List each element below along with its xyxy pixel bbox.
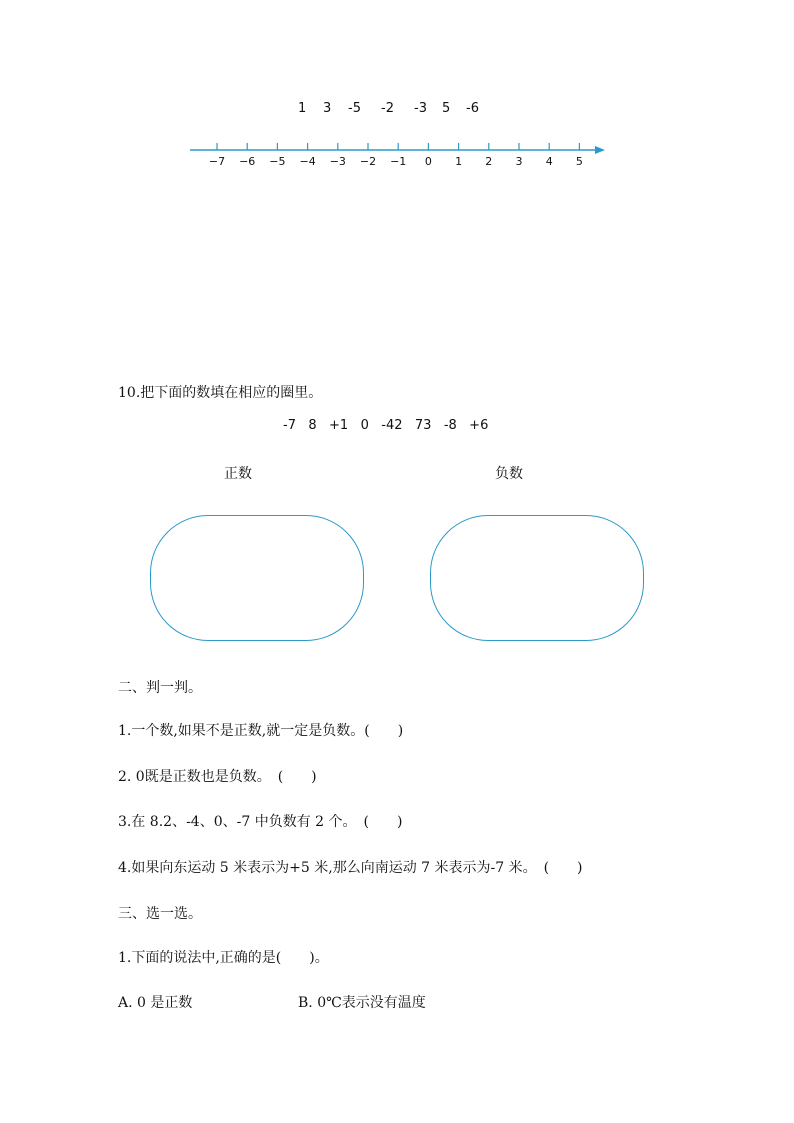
- tick-label: 5: [575, 155, 583, 168]
- q10-title: 10.把下面的数填在相应的圈里。: [118, 385, 323, 401]
- section2-heading: 二、判一判。: [118, 680, 202, 696]
- given-number: -2: [381, 101, 394, 116]
- tick-label: −5: [269, 155, 286, 168]
- q10-numbers: -7 8 +1 0 -42 73 -8 +6: [283, 418, 489, 433]
- tick-label: 2: [485, 155, 493, 168]
- negative-circle[interactable]: [430, 515, 644, 641]
- number-line: [185, 130, 615, 175]
- positive-circle[interactable]: [150, 515, 364, 641]
- option-a[interactable]: A. 0 是正数: [118, 995, 193, 1011]
- choice-question: 1.下面的说法中,正确的是( )。: [118, 950, 329, 966]
- judge-item: 4.如果向东运动 5 米表示为+5 米,那么向南运动 7 米表示为-7 米。 ( ): [118, 860, 583, 876]
- tick-label: −6: [239, 155, 256, 168]
- option-b[interactable]: B. 0℃表示没有温度: [298, 995, 426, 1011]
- tick-label: −4: [299, 155, 316, 168]
- tick-label: 4: [545, 155, 553, 168]
- judge-item: 3.在 8.2、-4、0、-7 中负数有 2 个。 ( ): [118, 814, 403, 830]
- tick-label: −1: [390, 155, 407, 168]
- given-numbers: [298, 101, 479, 116]
- negative-label: 负数: [495, 466, 523, 482]
- judge-item: 2. 0既是正数也是负数。 ( ): [118, 769, 317, 785]
- given-number: -6: [466, 101, 479, 116]
- judge-item: 1.一个数,如果不是正数,就一定是负数。( ): [118, 723, 404, 739]
- tick-label: 3: [515, 155, 523, 168]
- given-number: -3: [414, 101, 427, 116]
- tick-label: 1: [455, 155, 463, 168]
- tick-label: −7: [208, 155, 226, 168]
- number-line-arrow: [595, 146, 605, 154]
- positive-label: 正数: [224, 466, 252, 482]
- given-number: -5: [348, 101, 361, 116]
- tick-label: 0: [424, 155, 432, 168]
- tick-label: −2: [359, 155, 377, 168]
- given-number: 5: [442, 101, 451, 116]
- given-number: 1: [298, 101, 307, 116]
- tick-label: −3: [329, 155, 346, 168]
- section3-heading: 三、选一选。: [118, 906, 202, 922]
- given-number: 3: [323, 101, 332, 116]
